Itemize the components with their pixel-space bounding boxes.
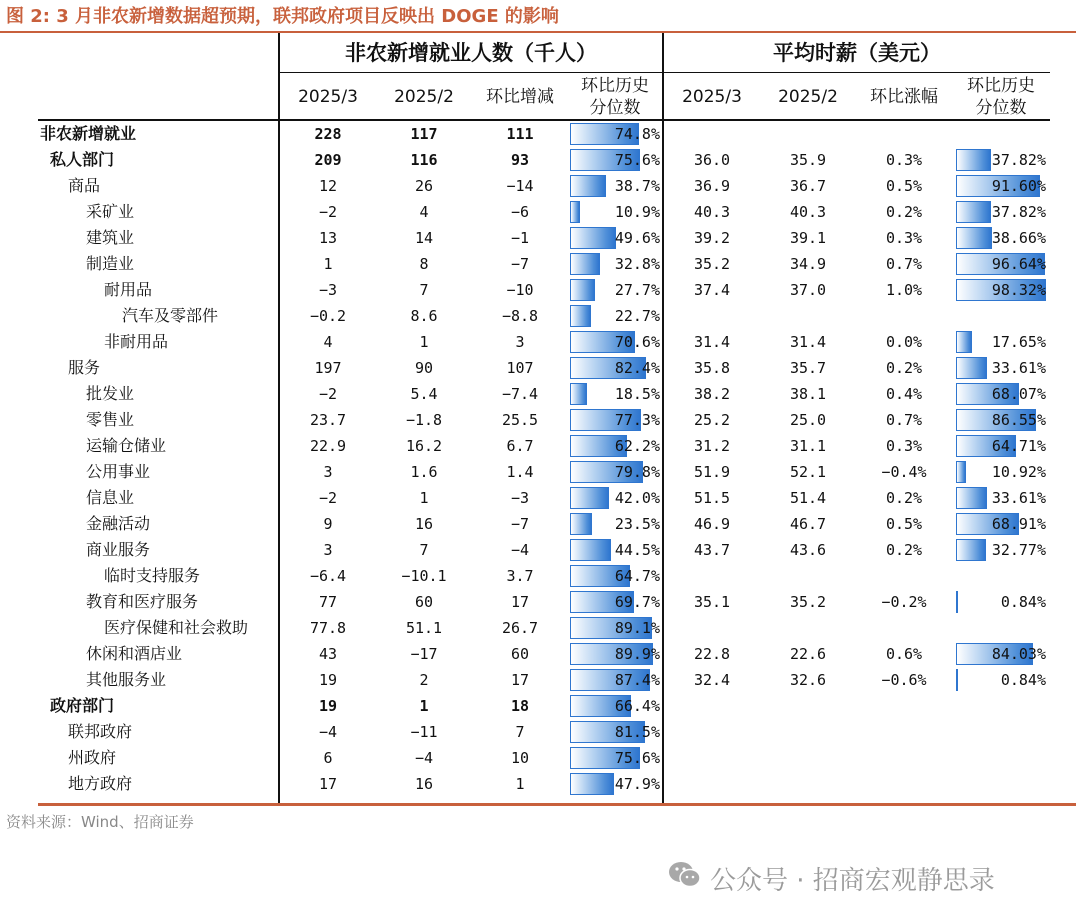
row-label: 耐用品 <box>104 280 153 299</box>
row-label: 金融活动 <box>86 514 151 533</box>
wage-change-cell: 0.3% <box>885 229 923 247</box>
employment-feb-cell: 1 <box>419 489 429 507</box>
employment-feb-cell: 16.2 <box>405 437 443 455</box>
row-label: 公用事业 <box>86 462 151 481</box>
employment-mar-cell: 43 <box>318 645 338 663</box>
wage-mar-cell <box>664 693 760 719</box>
wage-change-cell <box>856 693 952 719</box>
employment-change-cell: 17 <box>510 593 530 611</box>
employment-mar-cell: 3 <box>323 541 333 559</box>
wage-change-cell: 0.2% <box>885 541 923 559</box>
wage-feb-cell: 22.6 <box>789 645 827 663</box>
table-row <box>38 641 1050 667</box>
employment-change-cell: −7 <box>510 515 530 533</box>
wage-feb-cell <box>760 563 856 589</box>
wage-col-header-mar: 2025/3 <box>682 87 742 107</box>
employment-feb-cell: 4 <box>419 203 429 221</box>
wage-feb-cell: 39.1 <box>789 229 827 247</box>
employment-feb-cell: −17 <box>410 645 438 663</box>
row-label: 采矿业 <box>86 202 135 221</box>
row-label: 汽车及零部件 <box>122 306 219 325</box>
employment-percentile-label: 64.7% <box>614 567 660 585</box>
employment-feb-cell: 60 <box>414 593 434 611</box>
wage-percentile-label: 0.84% <box>1000 671 1046 689</box>
employment-mar-cell: −3 <box>318 281 338 299</box>
employment-change-cell: −10 <box>506 281 534 299</box>
employment-mar-cell: −6.4 <box>309 567 347 585</box>
table-row <box>38 667 1050 693</box>
employment-change-cell: 7 <box>515 723 525 741</box>
watermark <box>668 858 995 898</box>
wage-mar-cell: 35.8 <box>693 359 731 377</box>
employment-feb-cell: 7 <box>419 541 429 559</box>
employment-mar-cell: 19 <box>318 697 338 715</box>
wage-change-cell <box>856 121 952 147</box>
wage-col-header-change: 环比涨幅 <box>870 87 938 107</box>
table-row <box>38 355 1050 381</box>
employment-col-header-mar: 2025/3 <box>298 87 358 107</box>
employment-mar-cell: 23.7 <box>309 411 347 429</box>
wage-mar-cell <box>664 745 760 771</box>
employment-percentile-label: 22.7% <box>614 307 660 325</box>
wage-feb-cell: 38.1 <box>789 385 827 403</box>
employment-mar-cell: 9 <box>323 515 333 533</box>
employment-percentile-label: 69.7% <box>614 593 660 611</box>
wage-col-header-percentile: 环比历史 分位数 <box>967 76 1035 118</box>
wage-feb-cell: 32.6 <box>789 671 827 689</box>
wage-percentile-label: 68.07% <box>991 385 1046 403</box>
row-label: 商业服务 <box>86 540 151 559</box>
wage-change-cell <box>856 615 952 641</box>
employment-change-cell: −7 <box>510 255 530 273</box>
employment-mar-cell: −2 <box>318 385 338 403</box>
table-row <box>38 407 1050 433</box>
row-label: 非农新增就业 <box>40 124 137 143</box>
wage-percentile-label: 10.92% <box>991 463 1046 481</box>
wage-feb-cell <box>760 615 856 641</box>
table-row <box>38 589 1050 615</box>
table-row <box>38 615 1050 641</box>
employment-percentile-label: 18.5% <box>614 385 660 403</box>
wage-change-cell: −0.4% <box>881 463 927 481</box>
wage-change-cell: 0.3% <box>885 151 923 169</box>
wage-change-cell: 0.2% <box>885 489 923 507</box>
wage-change-cell <box>856 563 952 589</box>
employment-change-cell: −8.8 <box>501 307 539 325</box>
wage-change-cell: 0.2% <box>885 359 923 377</box>
employment-percentile-label: 79.8% <box>614 463 660 481</box>
table-row <box>38 303 1050 329</box>
employment-feb-cell: 2 <box>419 671 429 689</box>
employment-mar-cell: 228 <box>314 125 342 143</box>
wage-percentile-label: 68.91% <box>991 515 1046 533</box>
employment-feb-cell: 16 <box>414 515 434 533</box>
row-label: 建筑业 <box>86 228 135 247</box>
table-row <box>38 147 1050 173</box>
wage-percentile-label: 98.32% <box>991 281 1046 299</box>
wage-change-cell: 0.3% <box>885 437 923 455</box>
figure-title: 图 2: 3 月非农新增数据超预期，联邦政府项目反映出 DOGE 的影响 <box>6 6 559 27</box>
wage-percentile-label: 86.55% <box>991 411 1046 429</box>
wage-feb-cell: 31.1 <box>789 437 827 455</box>
wage-mar-cell: 25.2 <box>693 411 731 429</box>
employment-change-cell: 18 <box>510 697 530 715</box>
wage-feb-cell: 34.9 <box>789 255 827 273</box>
employment-percentile-label: 49.6% <box>614 229 660 247</box>
wage-change-cell <box>856 719 952 745</box>
wage-feb-cell: 37.0 <box>789 281 827 299</box>
wage-change-cell <box>856 745 952 771</box>
wage-col-header-feb: 2025/2 <box>778 87 838 107</box>
employment-mar-cell: 197 <box>314 359 342 377</box>
wage-percentile-label: 84.03% <box>991 645 1046 663</box>
employment-col-header-feb: 2025/2 <box>394 87 454 107</box>
wage-percentile-label: 33.61% <box>991 489 1046 507</box>
wage-mar-cell: 43.7 <box>693 541 731 559</box>
employment-mar-cell: 4 <box>323 333 333 351</box>
employment-feb-cell: 16 <box>414 775 434 793</box>
wage-percentile-label: 17.65% <box>991 333 1046 351</box>
table-row <box>38 381 1050 407</box>
employment-percentile-label: 89.9% <box>614 645 660 663</box>
table-row <box>38 173 1050 199</box>
wage-change-cell <box>856 303 952 329</box>
wage-feb-cell <box>760 121 856 147</box>
employment-mar-cell: 209 <box>314 151 342 169</box>
employment-change-cell: −3 <box>510 489 530 507</box>
employment-percentile-label: 70.6% <box>614 333 660 351</box>
table-row <box>38 199 1050 225</box>
table-row <box>38 745 1050 771</box>
employment-change-cell: 111 <box>506 125 534 143</box>
bottom-rule <box>38 803 1076 806</box>
employment-change-cell: 60 <box>510 645 530 663</box>
table-row <box>38 511 1050 537</box>
row-label: 地方政府 <box>68 774 133 793</box>
wage-mar-cell <box>664 771 760 797</box>
wage-percentile-label: 37.82% <box>991 203 1046 221</box>
wage-change-cell: 1.0% <box>885 281 923 299</box>
wage-mar-cell: 35.1 <box>693 593 731 611</box>
watermark-text: 公众号 · 招商宏观静思录 <box>710 865 995 896</box>
table-row <box>38 433 1050 459</box>
employment-col-header-change: 环比增减 <box>486 87 554 107</box>
employment-percentile-label: 32.8% <box>614 255 660 273</box>
table-row <box>38 485 1050 511</box>
wage-mar-cell <box>664 719 760 745</box>
wage-mar-cell: 36.9 <box>693 177 731 195</box>
employment-change-cell: 6.7 <box>506 437 534 455</box>
employment-mar-cell: −2 <box>318 203 338 221</box>
employment-feb-cell: −4 <box>414 749 434 767</box>
wage-change-cell: 0.6% <box>885 645 923 663</box>
employment-percentile-label: 10.9% <box>614 203 660 221</box>
wage-mar-cell: 51.9 <box>693 463 731 481</box>
wage-feb-cell: 51.4 <box>789 489 827 507</box>
wage-percentile-label: 96.64% <box>991 255 1046 273</box>
row-label: 服务 <box>68 358 101 377</box>
wage-change-cell: 0.7% <box>885 255 923 273</box>
wage-mar-cell: 32.4 <box>693 671 731 689</box>
employment-change-cell: 107 <box>506 359 534 377</box>
wage-mar-cell: 37.4 <box>693 281 731 299</box>
employment-change-cell: 3.7 <box>506 567 534 585</box>
employment-feb-cell: 5.4 <box>410 385 438 403</box>
wage-change-cell: −0.6% <box>881 671 927 689</box>
wage-feb-cell: 36.7 <box>789 177 827 195</box>
employment-percentile-label: 87.4% <box>614 671 660 689</box>
wage-mar-cell <box>664 615 760 641</box>
row-label: 联邦政府 <box>68 722 133 741</box>
employment-percentile-label: 42.0% <box>614 489 660 507</box>
employment-feb-cell: −1.8 <box>405 411 443 429</box>
employment-percentile-label: 66.4% <box>614 697 660 715</box>
wage-feb-cell: 43.6 <box>789 541 827 559</box>
employment-percentile-label: 47.9% <box>614 775 660 793</box>
wage-feb-cell: 35.7 <box>789 359 827 377</box>
row-label: 零售业 <box>86 410 135 429</box>
employment-percentile-label: 74.8% <box>614 125 660 143</box>
wechat-icon <box>668 860 702 897</box>
employment-change-cell: −4 <box>510 541 530 559</box>
wage-mar-cell: 46.9 <box>693 515 731 533</box>
employment-change-cell: −7.4 <box>501 385 539 403</box>
employment-feb-cell: −10.1 <box>401 567 447 585</box>
employment-mar-cell: 22.9 <box>309 437 347 455</box>
wage-percentile-label: 33.61% <box>991 359 1046 377</box>
employment-change-cell: 10 <box>510 749 530 767</box>
employment-change-cell: −1 <box>510 229 530 247</box>
employment-change-cell: −14 <box>506 177 534 195</box>
wage-mar-cell: 38.2 <box>693 385 731 403</box>
wage-feb-cell <box>760 745 856 771</box>
employment-col-header-percentile: 环比历史 分位数 <box>581 76 649 118</box>
wage-feb-cell <box>760 771 856 797</box>
employment-mar-cell: 19 <box>318 671 338 689</box>
wage-feb-cell: 35.2 <box>789 593 827 611</box>
employment-mar-cell: 3 <box>323 463 333 481</box>
employment-feb-cell: 7 <box>419 281 429 299</box>
employment-feb-cell: 90 <box>414 359 434 377</box>
row-label: 医疗保健和社会救助 <box>104 618 249 637</box>
row-label: 商品 <box>68 176 101 195</box>
employment-mar-cell: 17 <box>318 775 338 793</box>
employment-percentile-label: 75.6% <box>614 749 660 767</box>
table-row <box>38 225 1050 251</box>
wage-mar-cell: 35.2 <box>693 255 731 273</box>
employment-feb-cell: 1 <box>419 697 429 715</box>
wage-change-cell <box>856 771 952 797</box>
employment-feb-cell: 8.6 <box>410 307 438 325</box>
employment-percentile-label: 44.5% <box>614 541 660 559</box>
wage-feb-cell: 25.0 <box>789 411 827 429</box>
employment-wage-table <box>38 33 1050 803</box>
wage-change-cell: 0.2% <box>885 203 923 221</box>
employment-percentile-label: 89.1% <box>614 619 660 637</box>
wage-mar-cell <box>664 563 760 589</box>
wage-change-cell: 0.5% <box>885 177 923 195</box>
wage-mar-cell: 39.2 <box>693 229 731 247</box>
wage-mar-cell: 31.2 <box>693 437 731 455</box>
employment-mar-cell: 12 <box>318 177 338 195</box>
employment-feb-cell: 26 <box>414 177 434 195</box>
row-label: 信息业 <box>86 488 135 507</box>
employment-change-cell: 17 <box>510 671 530 689</box>
wage-change-cell: −0.2% <box>881 593 927 611</box>
table-row <box>38 459 1050 485</box>
employment-change-cell: 26.7 <box>501 619 539 637</box>
wage-group-header: 平均时薪（美元） <box>773 41 941 65</box>
wage-mar-cell <box>664 121 760 147</box>
employment-feb-cell: 51.1 <box>405 619 443 637</box>
employment-feb-cell: 1 <box>419 333 429 351</box>
wage-mar-cell <box>664 303 760 329</box>
row-label: 教育和医疗服务 <box>86 592 199 611</box>
wage-percentile-label: 91.60% <box>991 177 1046 195</box>
wage-feb-cell <box>760 303 856 329</box>
employment-mar-cell: −2 <box>318 489 338 507</box>
employment-mar-cell: 6 <box>323 749 333 767</box>
row-label: 非耐用品 <box>104 332 169 351</box>
employment-feb-cell: 8 <box>419 255 429 273</box>
employment-percentile-label: 38.7% <box>614 177 660 195</box>
wage-feb-cell: 35.9 <box>789 151 827 169</box>
employment-mar-cell: 1 <box>323 255 333 273</box>
table-row <box>38 121 1050 147</box>
row-label: 其他服务业 <box>86 670 167 689</box>
wage-change-cell: 0.7% <box>885 411 923 429</box>
employment-mar-cell: 13 <box>318 229 338 247</box>
row-label: 政府部门 <box>50 696 115 715</box>
wage-feb-cell: 31.4 <box>789 333 827 351</box>
employment-feb-cell: −11 <box>410 723 438 741</box>
wage-mar-cell: 31.4 <box>693 333 731 351</box>
employment-percentile-label: 77.3% <box>614 411 660 429</box>
row-label: 运输仓储业 <box>86 436 167 455</box>
wage-feb-cell: 46.7 <box>789 515 827 533</box>
row-label: 制造业 <box>86 254 135 273</box>
wage-change-cell: 0.0% <box>885 333 923 351</box>
row-label: 州政府 <box>68 748 117 767</box>
wage-percentile-label: 64.71% <box>991 437 1046 455</box>
table-row <box>38 563 1050 589</box>
wage-feb-cell <box>760 719 856 745</box>
wage-percentile-label: 0.84% <box>1000 593 1046 611</box>
employment-mar-cell: −4 <box>318 723 338 741</box>
source-note: 资料来源：Wind、招商证券 <box>6 813 194 831</box>
employment-percentile-label: 23.5% <box>614 515 660 533</box>
wage-mar-cell: 40.3 <box>693 203 731 221</box>
row-label: 批发业 <box>86 384 135 403</box>
employment-mar-cell: 77.8 <box>309 619 347 637</box>
employment-mar-cell: −0.2 <box>309 307 347 325</box>
employment-change-cell: 25.5 <box>501 411 539 429</box>
wage-percentile-label: 32.77% <box>991 541 1046 559</box>
employment-change-cell: −6 <box>510 203 530 221</box>
employment-percentile-label: 27.7% <box>614 281 660 299</box>
wage-change-cell: 0.5% <box>885 515 923 533</box>
table-row <box>38 693 1050 719</box>
employment-feb-cell: 1.6 <box>410 463 438 481</box>
table-row <box>38 329 1050 355</box>
employment-change-cell: 93 <box>510 151 530 169</box>
employment-group-header: 非农新增就业人数（千人） <box>345 41 597 65</box>
wage-mar-cell: 51.5 <box>693 489 731 507</box>
wage-feb-cell: 52.1 <box>789 463 827 481</box>
row-label: 临时支持服务 <box>104 566 201 585</box>
employment-mar-cell: 77 <box>318 593 338 611</box>
table-row <box>38 277 1050 303</box>
wage-mar-cell: 22.8 <box>693 645 731 663</box>
table-row <box>38 251 1050 277</box>
table-row <box>38 771 1050 797</box>
wage-feb-cell <box>760 693 856 719</box>
employment-percentile-label: 62.2% <box>614 437 660 455</box>
employment-change-cell: 1 <box>515 775 525 793</box>
employment-change-cell: 1.4 <box>506 463 534 481</box>
row-label: 休闲和酒店业 <box>86 644 183 663</box>
employment-percentile-label: 81.5% <box>614 723 660 741</box>
employment-percentile-label: 82.4% <box>614 359 660 377</box>
wage-percentile-label: 37.82% <box>991 151 1046 169</box>
wage-feb-cell: 40.3 <box>789 203 827 221</box>
employment-feb-cell: 14 <box>414 229 434 247</box>
wage-mar-cell: 36.0 <box>693 151 731 169</box>
table-row <box>38 719 1050 745</box>
row-label: 私人部门 <box>50 150 115 169</box>
employment-change-cell: 3 <box>515 333 525 351</box>
wage-change-cell: 0.4% <box>885 385 923 403</box>
employment-feb-cell: 116 <box>410 151 438 169</box>
table-row <box>38 537 1050 563</box>
employment-feb-cell: 117 <box>410 125 438 143</box>
employment-percentile-label: 75.6% <box>614 151 660 169</box>
wage-percentile-label: 38.66% <box>991 229 1046 247</box>
